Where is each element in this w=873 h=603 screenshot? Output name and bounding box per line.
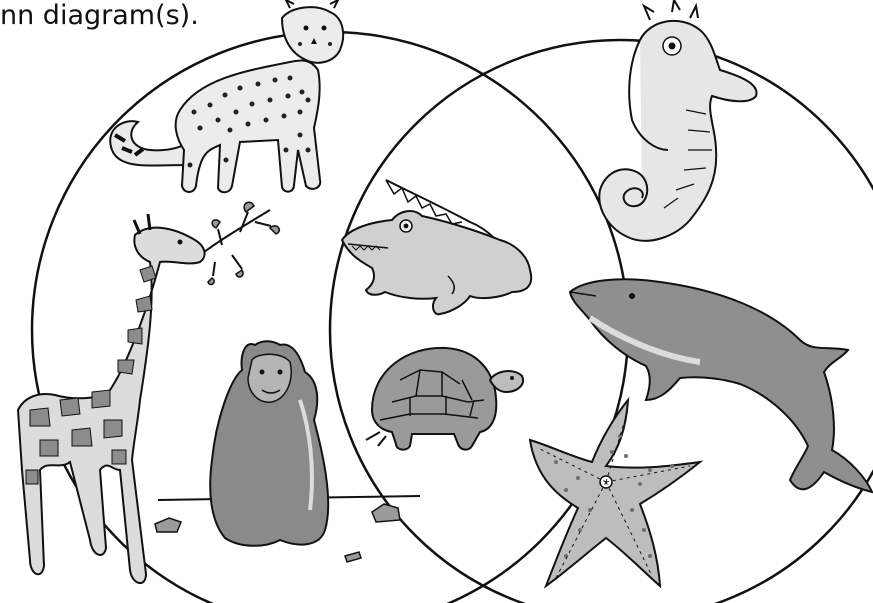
- tortoise-illustration: [366, 348, 523, 450]
- instruction-caption: nn diagram(s).: [0, 0, 199, 31]
- starfish-illustration: [530, 400, 700, 586]
- crocodile-illustration: [342, 180, 531, 314]
- chimpanzee-illustration: [155, 341, 420, 562]
- seahorse-illustration: [599, 0, 756, 241]
- dolphin-illustration: [570, 279, 872, 492]
